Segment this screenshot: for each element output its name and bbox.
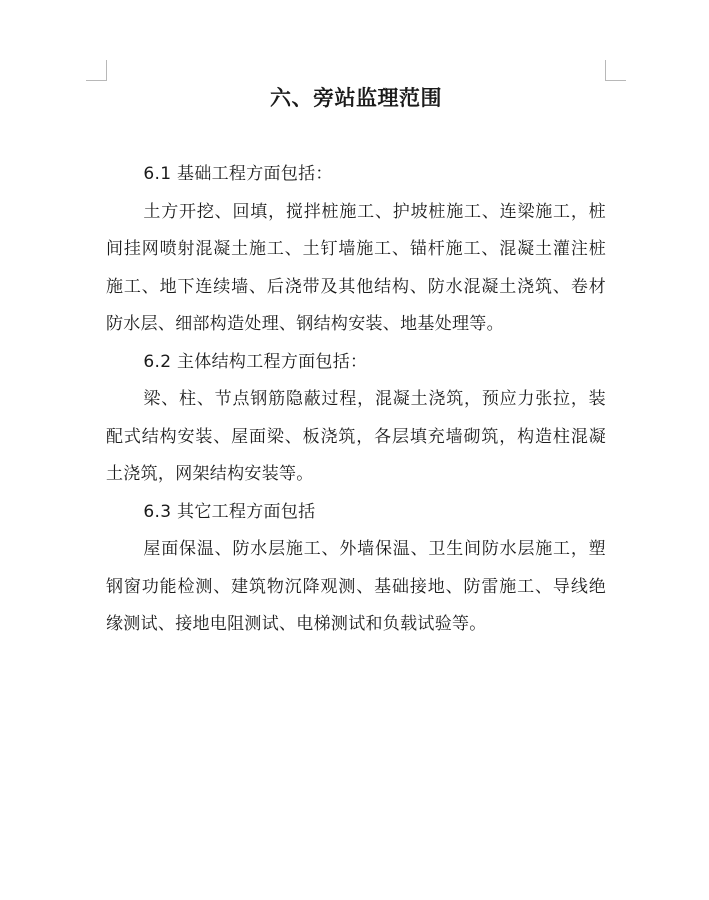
page-title: 六、旁站监理范围	[270, 86, 442, 110]
document-body	[106, 78, 606, 644]
section-body-6-1: 土方开挖、回填，搅拌桩施工、护坡桩施工、连梁施工，桩间挂网喷射混凝土施工、土钉墙施工、锚杆施工、混凝土灌注桩施工、地下连续墙、后浇带及其他结构、防水混凝土浇筑、卷材防水层、细部构造处理、钢结构安装、地基处理等。	[106, 201, 606, 334]
section-heading-6-1: 6.1 基础工程方面包括：	[143, 164, 333, 184]
margin-corner-top-left	[86, 60, 107, 81]
title-spacer	[106, 118, 606, 156]
section-heading-6-3: 6.3 其它工程方面包括	[143, 501, 316, 522]
section-body-6-3: 屋面保温、防水层施工、外墙保温、卫生间防水层施工，塑钢窗功能检测、建筑物沉降观测、基础接地、防雷施工、导线绝缘测试、接地电阻测试、电梯测试和负载试验等。	[106, 539, 606, 634]
section-body-6-2: 梁、柱、节点钢筋隐蔽过程，混凝土浇筑，预应力张拉，装配式结构安装、屋面梁、板浇筑，各层填充墙砌筑，构造柱混凝土浇筑，网架结构安装等。	[106, 389, 606, 484]
margin-corner-top-right	[605, 60, 626, 81]
section-heading-6-2: 6.2 主体结构工程方面包括：	[143, 351, 368, 372]
